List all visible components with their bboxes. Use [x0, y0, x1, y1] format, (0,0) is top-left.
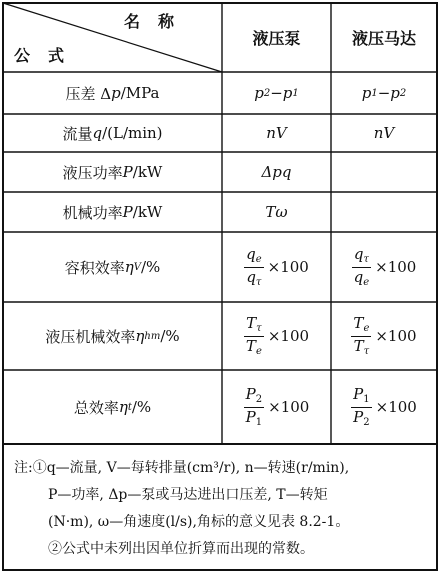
label-unit: /(L/min)	[102, 124, 163, 142]
header-name-label: 名称	[124, 12, 193, 31]
subscript: τ	[255, 276, 262, 288]
row-label-volumetric-efficiency	[3, 232, 222, 302]
label-text: 液压功率	[62, 163, 123, 182]
subscript: 1	[255, 416, 263, 428]
fraction	[244, 244, 264, 288]
fraction	[244, 313, 264, 357]
row-label-total-efficiency	[3, 370, 222, 444]
operator: −	[377, 84, 391, 102]
numerator	[244, 384, 264, 405]
subscript: 2	[255, 393, 263, 405]
fraction	[351, 313, 371, 357]
label-unit: /%	[140, 258, 161, 276]
motor-flow-formula: nV	[373, 124, 395, 142]
motor-total-efficiency-formula	[331, 370, 437, 444]
numerator	[352, 244, 371, 265]
label-text: 液压机械效率	[45, 327, 136, 346]
numerator	[244, 313, 264, 334]
label-symbol: q	[92, 124, 103, 142]
note-line-3: (N·m), ω—角速度(l/s),角标的意义见表 8.2-1。	[48, 514, 350, 530]
label-text: 流量	[62, 124, 93, 143]
fraction	[244, 384, 264, 428]
motor-hydraulic-power-formula	[331, 152, 437, 192]
pump-flow-formula: nV	[266, 124, 287, 142]
symbol: p	[282, 84, 293, 102]
note-line-2: P—功率, Δp—泵或马达进出口压差, T—转矩	[48, 487, 328, 503]
motor-volumetric-efficiency-formula	[331, 232, 437, 302]
symbol: P	[245, 384, 256, 403]
symbol: P	[353, 407, 364, 426]
label-unit: /%	[160, 327, 180, 345]
header-pump: 液压泵	[252, 29, 301, 48]
label-subscript: t	[127, 401, 132, 413]
row-label-hydromechanical-efficiency	[3, 302, 222, 370]
symbol: P	[245, 407, 256, 426]
symbol: T	[245, 336, 256, 355]
subscript: 2	[399, 87, 407, 99]
subscript: e	[255, 345, 262, 357]
header-formula-label: 公式	[14, 46, 83, 65]
symbol: q	[246, 244, 256, 263]
label-text: 机械功率	[62, 203, 123, 222]
subscript: e	[363, 322, 370, 334]
symbol: T	[246, 313, 257, 332]
denominator	[244, 407, 264, 428]
motor-pressure-formula	[331, 72, 437, 114]
symbol: p	[254, 84, 264, 102]
times-100: ×100	[375, 398, 417, 416]
denominator	[244, 267, 263, 288]
symbol: T	[353, 336, 364, 355]
table-notes	[14, 455, 432, 563]
numerator	[351, 313, 371, 334]
symbol: T	[353, 313, 364, 332]
numerator	[351, 384, 371, 405]
label-unit: /kW	[132, 163, 163, 181]
symbol: q	[353, 244, 364, 263]
subscript: e	[363, 276, 370, 288]
row-label-pressure	[3, 72, 222, 114]
motor-hydromechanical-efficiency-formula	[331, 302, 437, 370]
denominator	[244, 336, 264, 357]
pump-hydromechanical-efficiency-formula	[222, 302, 331, 370]
denominator	[352, 336, 372, 357]
pump-pressure-formula	[222, 72, 331, 114]
subscript: τ	[363, 253, 369, 265]
note-line-4: ②公式中未列出因单位折算而出现的常数。	[48, 541, 314, 557]
symbol: q	[246, 267, 256, 286]
pump-mechanical-power-formula: Tω	[265, 203, 288, 221]
header-motor: 液压马达	[351, 29, 416, 48]
motor-mechanical-power-formula	[331, 192, 437, 232]
pump-hydraulic-power-formula: Δpq	[261, 163, 292, 181]
pump-total-efficiency-formula	[222, 370, 331, 444]
label-symbol: p	[111, 84, 121, 102]
times-100: ×100	[375, 258, 417, 276]
label-unit: /kW	[132, 203, 163, 221]
label-symbol: η	[118, 398, 128, 416]
subscript: 1	[292, 87, 299, 99]
times-100: ×100	[375, 327, 417, 345]
numerator	[244, 244, 264, 265]
label-subscript: V	[133, 261, 141, 273]
label-unit: /%	[131, 398, 152, 416]
denominator	[352, 267, 372, 288]
symbol: q	[353, 267, 364, 286]
times-100: ×100	[267, 327, 310, 345]
pump-volumetric-efficiency-formula	[222, 232, 331, 302]
label-text: 压差 Δ	[65, 84, 112, 103]
subscript: 2	[263, 87, 271, 99]
symbol: p	[390, 84, 400, 102]
subscript: e	[255, 253, 262, 265]
subscript: τ	[256, 322, 262, 334]
times-100: ×100	[267, 258, 309, 276]
times-100: ×100	[268, 398, 310, 416]
subscript: τ	[363, 345, 370, 357]
operator: −	[270, 84, 283, 102]
fraction	[351, 384, 371, 428]
label-symbol: η	[124, 258, 134, 276]
subscript: 1	[363, 393, 370, 405]
symbol: P	[353, 384, 364, 403]
label-text: 总效率	[73, 398, 119, 417]
label-text: 容积效率	[64, 258, 125, 277]
row-label-mechanical-power	[3, 192, 222, 232]
fraction	[352, 244, 372, 288]
label-symbol: P	[122, 163, 133, 181]
note-line-1: 注:①q—流量, V—每转排量(cm³/r), n—转速(r/min),	[14, 460, 350, 476]
subscript: 1	[371, 87, 378, 99]
denominator	[351, 407, 371, 428]
row-label-hydraulic-power	[3, 152, 222, 192]
label-symbol: η	[135, 327, 145, 345]
label-symbol: P	[122, 203, 133, 221]
label-subscript: hm	[144, 330, 161, 342]
symbol: p	[361, 84, 372, 102]
subscript: 2	[363, 416, 370, 428]
label-unit: /MPa	[120, 84, 160, 102]
row-label-flow	[3, 114, 222, 152]
